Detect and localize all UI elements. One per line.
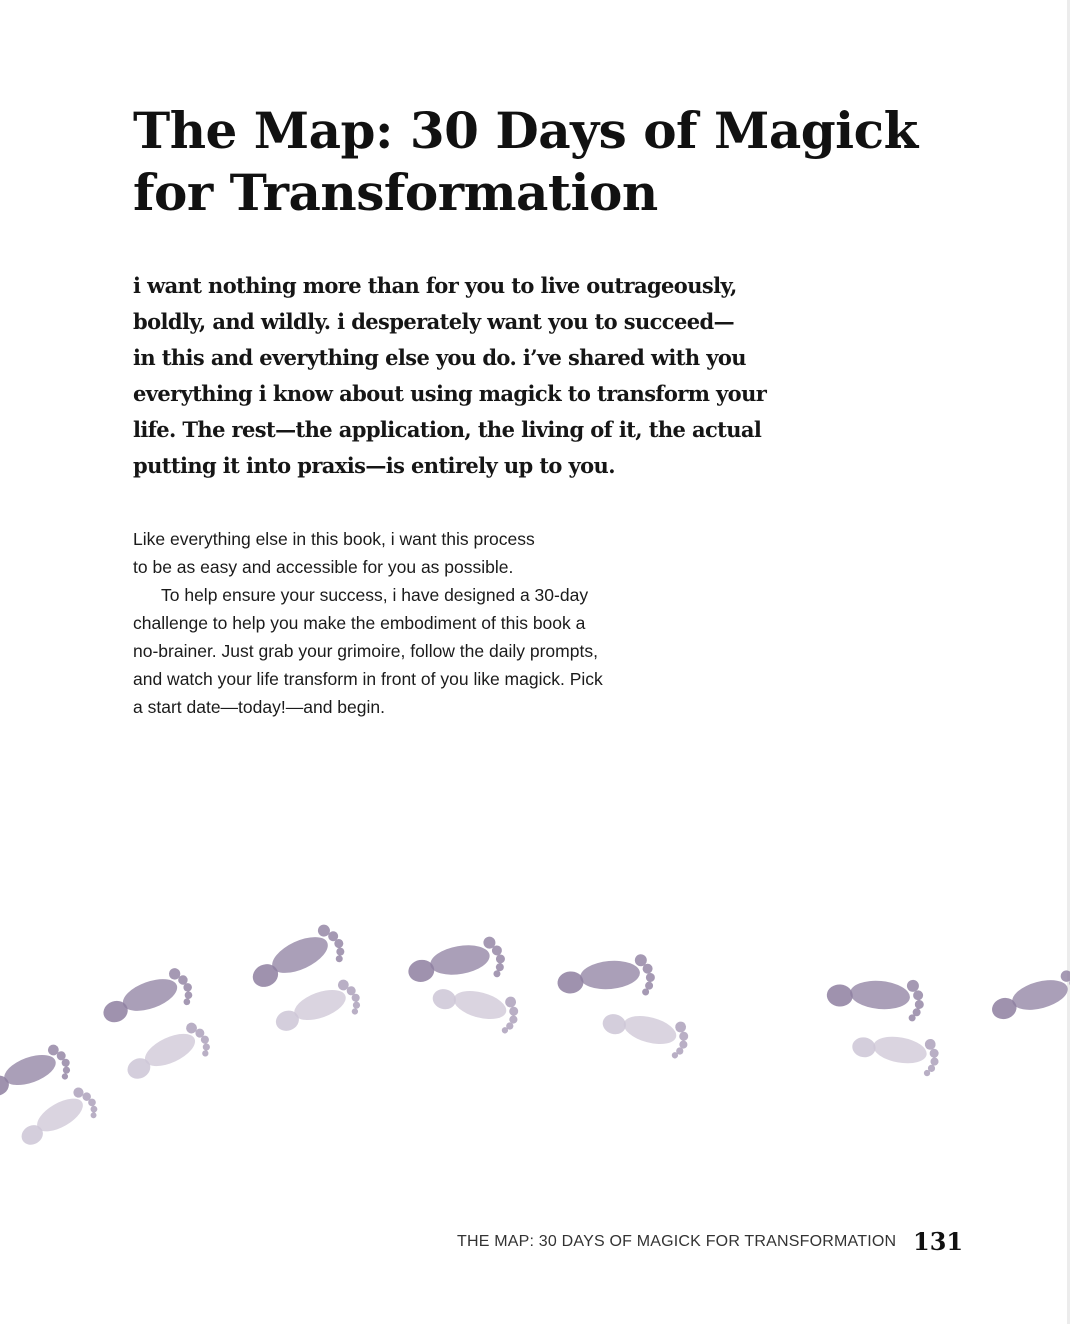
- title-line: The Map: 30 Days of Magick: [133, 101, 918, 160]
- footprint-icon: [120, 1018, 215, 1089]
- body-line: challenge to help you make the embodiment of this book a: [133, 613, 586, 633]
- page-number: 131: [913, 1227, 964, 1256]
- intro-line: i want nothing more than for you to live outrageously,: [133, 273, 737, 298]
- footprint-icon: [405, 935, 508, 993]
- intro-line: life. The rest—the application, the living of it, the actual: [133, 417, 762, 442]
- footprint-icon: [598, 1002, 692, 1061]
- body-line: To help ensure your success, i have designed a 30-day: [161, 585, 589, 605]
- footprint-icon: [270, 976, 365, 1041]
- footprint-icon: [97, 964, 198, 1033]
- footprint-icon: [849, 1026, 942, 1078]
- body-line: no-brainer. Just grab your grimoire, follow the daily prompts,: [133, 641, 598, 661]
- body-text: [133, 525, 693, 721]
- intro-paragraph: [133, 268, 853, 484]
- intro-line: boldly, and wildly. i desperately want you to succeed—: [133, 309, 734, 334]
- body-line: Like everything else in this book, i want this process: [133, 529, 535, 549]
- footprint-icon: [987, 968, 1070, 1030]
- body-paragraph: [133, 581, 693, 721]
- footprint-icon: [244, 920, 350, 999]
- body-paragraph: [133, 525, 693, 581]
- title-line: for Transformation: [133, 163, 658, 222]
- page-title: [133, 100, 933, 224]
- intro-line: putting it into praxis—is entirely up to you.: [133, 453, 615, 478]
- body-line: to be as easy and accessible for you as possible.: [133, 557, 514, 577]
- intro-line: everything i know about using magick to transform your: [133, 381, 767, 406]
- footprints-icon: [0, 900, 1070, 1160]
- body-line: a start date—today!—and begin.: [133, 697, 385, 717]
- footprint-icon: [13, 1083, 102, 1155]
- footprint-icon: [825, 972, 926, 1022]
- running-head: THE MAP: 30 DAYS OF MAGICK FOR TRANSFORMATION: [457, 1233, 897, 1250]
- intro-line: in this and everything else you do. i’ve shared with you: [133, 345, 746, 370]
- footprint-icon: [0, 1041, 75, 1106]
- footprint-icon: [428, 977, 522, 1036]
- body-line: and watch your life transform in front of you like magick. Pick: [133, 669, 603, 689]
- footprint-icon: [556, 953, 657, 1003]
